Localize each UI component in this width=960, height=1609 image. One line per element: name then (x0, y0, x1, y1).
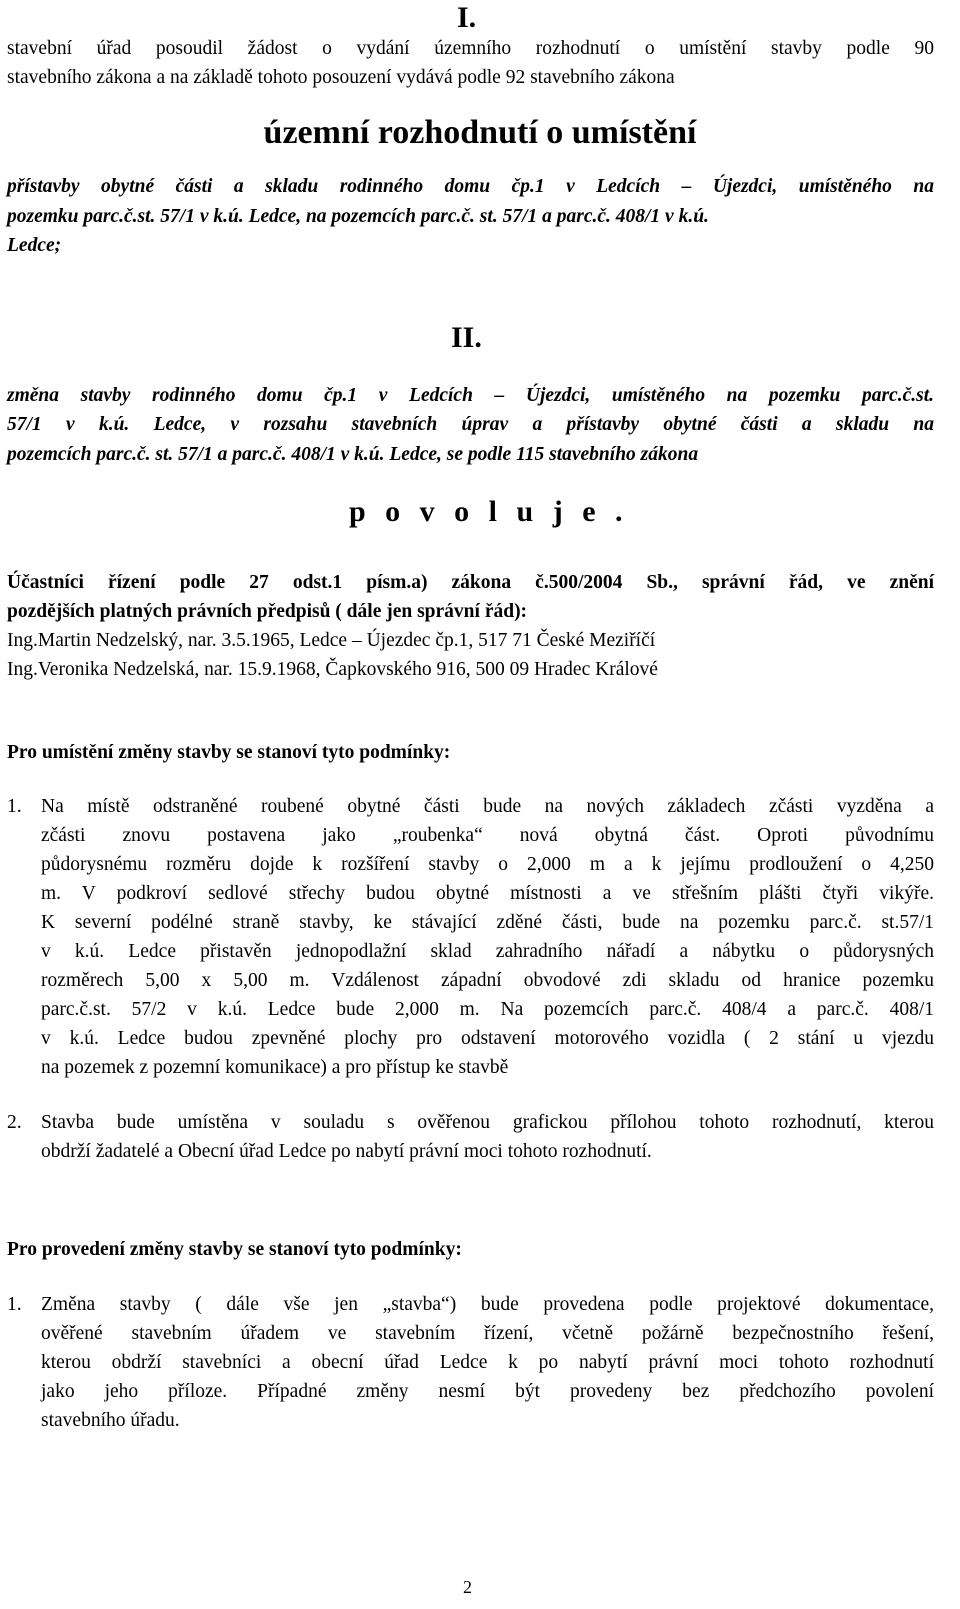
participant-person: Ing.Veronika Nedzelská, nar. 15.9.1968, Čapkovského 916, 500 09 Hradec Králové (7, 659, 658, 680)
condition-line: jako jeho příloze. Případné změny nesmí být provedeny bez předchozího povolení (41, 1381, 934, 1402)
condition-line: v k.ú. Ledce budou zpevněné plochy pro odstavení motorového vozidla ( 2 stání u vjezdu (41, 1028, 934, 1049)
subject-line: přístavby obytné části a skladu rodinného domu čp.1 v Ledcích – Újezdci, umístěného na (7, 176, 934, 197)
condition-line: Změna stavby ( dále vše jen „stavba“) bude provedena podle projektové dokumentace, (41, 1294, 934, 1315)
condition-line: kterou obdrží stavebníci a obecní úřad Ledce k po nabytí právní moci tohoto rozhodnutí (41, 1352, 934, 1373)
condition-line: Na místě odstraněné roubené obytné části bude na nových základech zčásti vyzděna a (41, 796, 934, 817)
condition-line: obdrží žadatelé a Obecní úřad Ledce po nabytí právní moci tohoto rozhodnutí. (41, 1141, 652, 1162)
participants-heading-line: pozdějších platných právních předpisů ( dále jen správní řád): (7, 601, 528, 622)
condition-line: půdorysnému rozměru dojde k rozšíření stavby o 2,000 m a k jejímu prodloužení o 4,250 (41, 854, 934, 875)
condition-line: K severní podélné straně stavby, ke stávající zděné části, bude na pozemku parc.č. st.57/1 (41, 912, 934, 933)
change-line: změna stavby rodinného domu čp.1 v Ledcích – Újezdci, umístěného na pozemku parc.č.st. (7, 385, 934, 406)
condition-number: 1. (7, 796, 22, 817)
page-number: 2 (463, 1577, 472, 1597)
condition-line: Stavba bude umístěna v souladu s ověřenou grafickou přílohou tohoto rozhodnutí, kterou (41, 1112, 934, 1133)
subject-line: pozemku parc.č.st. 57/1 v k.ú. Ledce, na pozemcích parc.č. st. 57/1 a parc.č. 408/1 v k.ú. (7, 206, 709, 227)
condition-line: na pozemek z pozemní komunikace) a pro přístup ke stavbě (41, 1057, 509, 1078)
section-number-1: I. (457, 1, 477, 34)
participants-heading-line: Účastníci řízení podle 27 odst.1 písm.a) zákona č.500/2004 Sb., správní řád, ve znění (7, 572, 934, 593)
condition-number: 1. (7, 1294, 22, 1315)
decision-title: územní rozhodnutí o umístění (263, 114, 697, 151)
condition-line: zčásti znovu postavena jako „roubenka“ nová obytná část. Oproti původnímu (41, 825, 934, 846)
placement-conditions-heading: Pro umístění změny stavby se stanoví tyto podmínky: (7, 742, 451, 763)
intro-line: stavební úřad posoudil žádost o vydání územního rozhodnutí o umístění stavby podle 90 (7, 38, 934, 59)
condition-line: rozměrech 5,00 x 5,00 m. Vzdálenost západní obvodové zdi skladu od hranice pozemku (41, 970, 934, 991)
execution-conditions-heading: Pro provedení změny stavby se stanoví tyto podmínky: (7, 1239, 462, 1260)
section-number-2: II. (451, 321, 482, 354)
change-line: pozemcích parc.č. st. 57/1 a parc.č. 408/1 v k.ú. Ledce, se podle 115 stavebního zákona (7, 444, 699, 465)
condition-line: parc.č.st. 57/2 v k.ú. Ledce bude 2,000 m. Na pozemcích parc.č. 408/4 a parc.č. 408/1 (41, 999, 934, 1020)
condition-line: stavebního úřadu. (41, 1410, 180, 1431)
condition-line: m. V podkroví sedlové střechy budou obytné místnosti a ve střešním plášti čtyři vikýře. (41, 883, 934, 904)
intro-line: stavebního zákona a na základě tohoto posouzení vydává podle 92 stavebního zákona (7, 67, 675, 88)
condition-line: v k.ú. Ledce přistavěn jednopodlažní sklad zahradního nářadí a nábytku o půdorysných (41, 941, 934, 962)
participant-person: Ing.Martin Nedzelský, nar. 3.5.1965, Ledce – Újezdec čp.1, 517 71 České Meziříčí (7, 630, 656, 651)
condition-line: ověřené stavebním úřadem ve stavebním řízení, včetně požárně bezpečnostního řešení, (41, 1323, 934, 1344)
subject-line: Ledce; (7, 235, 62, 256)
condition-number: 2. (7, 1112, 22, 1133)
change-line: 57/1 v k.ú. Ledce, v rozsahu stavebních úprav a přístavby obytné části a skladu na (7, 414, 934, 435)
verdict-povoluje: p o v o l u j e . (349, 495, 629, 528)
